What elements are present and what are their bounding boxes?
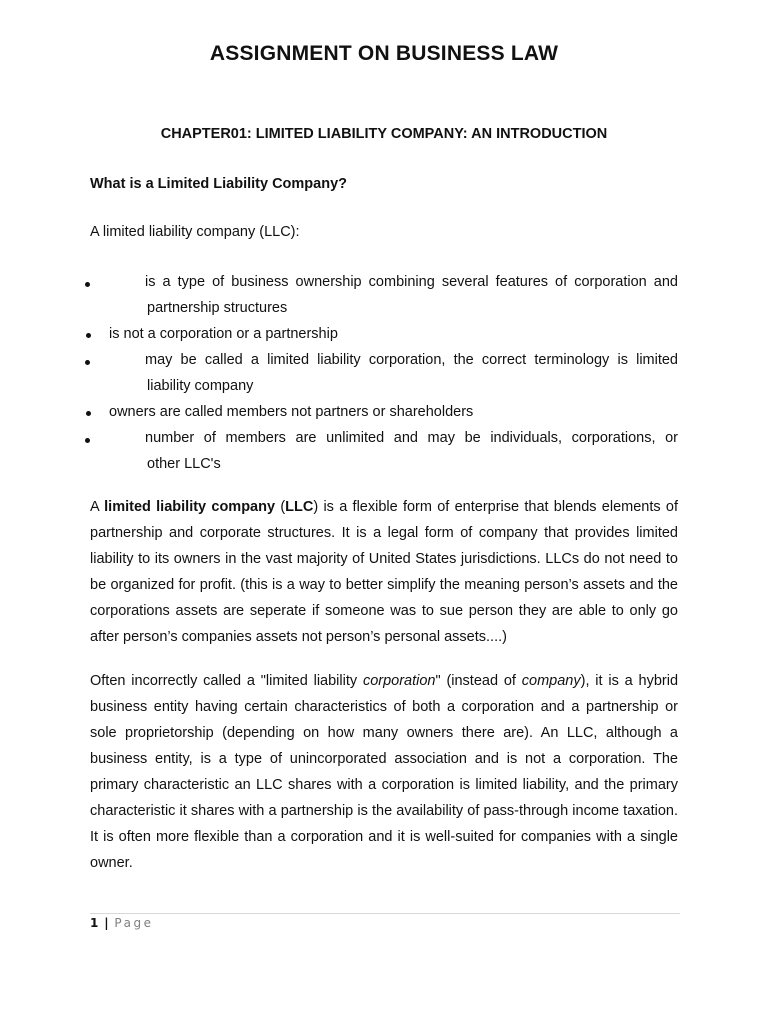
italic-term: corporation	[362, 673, 436, 689]
bullet-item-line: liability company	[147, 378, 254, 394]
bullet-item-line: number of members are unlimited and may be individuals, corporations, or	[145, 430, 678, 446]
bold-term: limited liability company	[104, 499, 276, 515]
footer-divider	[90, 913, 680, 914]
bullet-dot	[85, 438, 90, 443]
bullet-dot	[85, 360, 90, 365]
page-separator: |	[104, 916, 109, 930]
bullet-dot	[86, 411, 91, 416]
page-footer	[90, 916, 153, 930]
paragraph-llc-hybrid: Often incorrectly called a "limited liability corporation" (instead of company), it is a hybrid business entity having certain characteristics of both a corporation and a partnership or sole proprietorship (depending on how many owners there are). An LLC, although a business entity, is a type of unincorporated association and is not a corporation. The primary characteristic an LLC shares with a corporation is limited liability, and the primary characteristic it shares with a partnership is the availability of pass-through income taxation. It is often more flexible than a corporation and it is well-suited for companies with a single owner.	[90, 673, 679, 871]
paragraph-llc-definition: A limited liability company (LLC) is a flexible form of enterprise that blends elements of partnership and corporate structures. It is a legal form of company that provides limited liability to its owners in the vast majority of United States jurisdictions. LLCs do not need to be organized for profit. (this is a way to better simplify the meaning person’s assets and the corporations assets are seperate if someone was to sue person they are able to only go after person’s companies assets not person’s personal assets....)	[90, 499, 679, 645]
document-title: ASSIGNMENT ON BUSINESS LAW	[209, 42, 559, 65]
bullet-item-line: may be called a limited liability corporation, the correct terminology is limited	[145, 352, 678, 368]
bullet-item-line: other LLC's	[147, 456, 221, 472]
page-number: 1	[90, 916, 99, 930]
page-label: Page	[114, 916, 154, 930]
italic-term: company	[521, 673, 581, 689]
question-heading: What is a Limited Liability Company?	[90, 176, 347, 192]
chapter-heading: CHAPTER01: LIMITED LIABILITY COMPANY: AN INTRODUCTION	[160, 126, 608, 142]
bullet-item-line: is not a corporation or a partnership	[109, 326, 338, 342]
bold-term: LLC	[285, 499, 314, 515]
intro-text: A limited liability company (LLC):	[90, 224, 300, 240]
bullet-dot	[85, 282, 90, 287]
bullet-dot	[86, 333, 91, 338]
bullet-item-line: partnership structures	[147, 300, 288, 316]
bullet-item-line: is a type of business ownership combining several features of corporation and	[145, 274, 678, 290]
bullet-item-line: owners are called members not partners or shareholders	[109, 404, 474, 420]
